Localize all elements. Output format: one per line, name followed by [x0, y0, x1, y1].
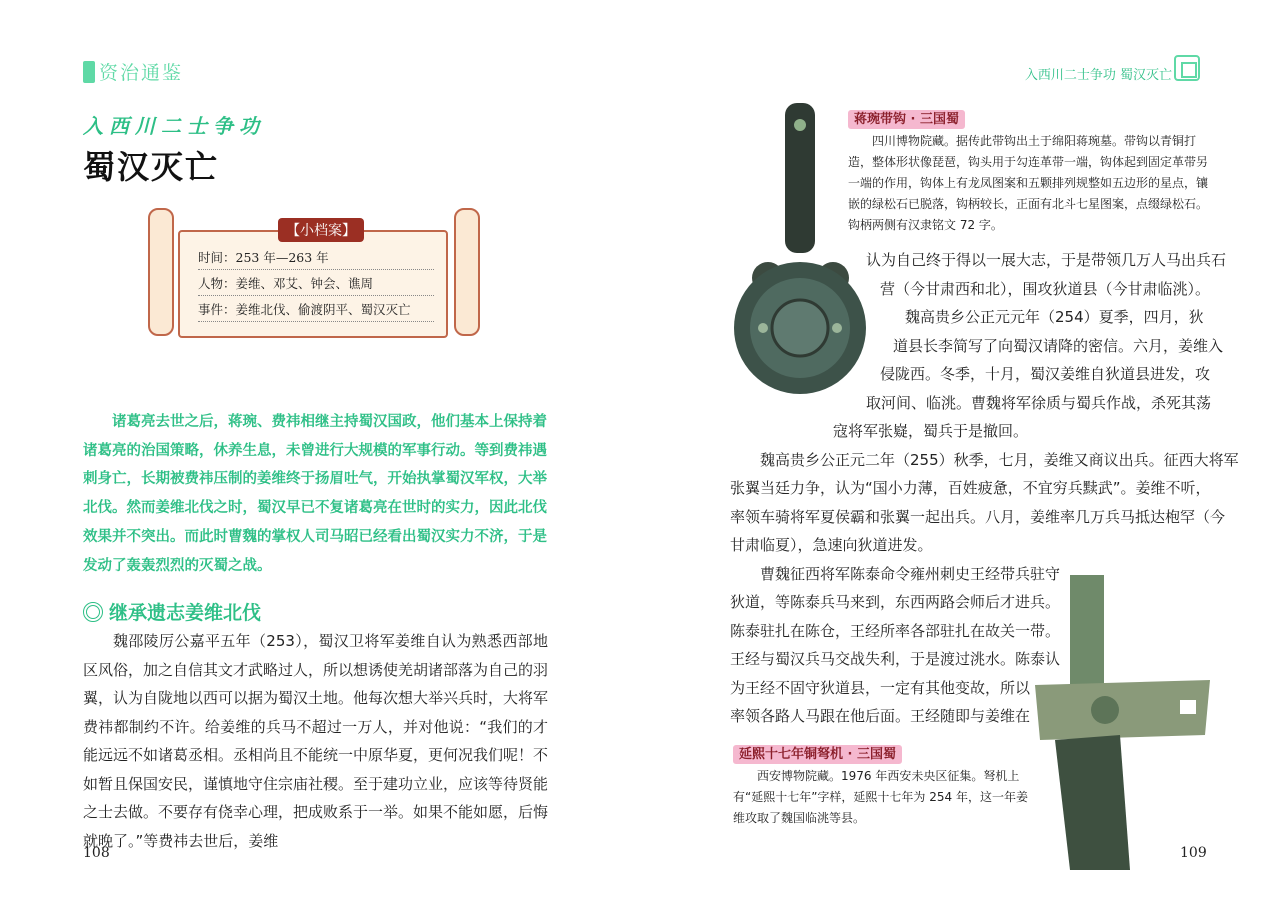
- archive-events: 事件：姜维北伐、偷渡阴平、蜀汉灭亡: [198, 300, 434, 322]
- book-title: 资治通鉴: [99, 62, 184, 84]
- text-line: 甘肃临夏），急速向狄道进发。: [730, 536, 933, 554]
- text-line: 曹魏征西将军陈泰命令雍州刺史王经带兵驻守: [760, 564, 1061, 583]
- caption1-text: 四川博物院藏。据传此带钩出土于绵阳蒋琬墓。带钩以青铜打造，整体形状像琵琶，钩头用于勾连革带一端，钩体起到固定革带另一端的作用，钩体上有龙凤图案和五颗排列规整如五边形的星点，镶嵌的绿松石已脱落，钩柄较长，正面有北斗七星图案，点缀绿松石。钩柄两侧有汉隶铭文 72 字。: [848, 134, 1209, 232]
- archive-tag: 【小档案】: [278, 218, 364, 242]
- page-number-right: 109: [1180, 845, 1207, 861]
- seal-icon: [83, 61, 95, 83]
- text-line: 营（今甘肃西和北），围攻狄道县（今甘肃临洮）。: [880, 279, 1211, 298]
- text-line: 寇将军张嶷，蜀兵于是撤回。: [833, 422, 1029, 440]
- text-line: 王经与蜀汉兵马交战失利，于是渡过洮水。陈泰认: [730, 650, 1061, 668]
- caption2-text: 西安博物院藏。1976 年西安未央区征集。弩机上有“延熙十七年”字样，延熙十七年为 254 年，这一年姜维攻取了魏国临洮等县。: [733, 769, 1028, 825]
- section-body: 魏邵陵厉公嘉平五年（253），蜀汉卫将军姜维自认为熟悉西部地区风俗，加之自信其文才武略过人，所以想诱使羌胡诸部落为自己的羽翼，认为自陇地以西可以据为蜀汉土地。他每次想大举兴兵时，大将军费祎都制约不许。给姜维的兵马不超过一万人，并对他说：“我们的才能远远不如诸葛丞相。丞相尚且不能统一中原华夏，更何况我们呢！不如暂且保国安民，谨慎地守住宗庙社稷。至于建功立业，应该等待贤能之士去做。不要存有侥幸心理，把成败系于一举。如果不能如愿，后悔就晚了。”等费祎去世后，姜维: [83, 632, 549, 850]
- text-line: 率领车骑将军夏侯霸和张翼一起出兵。八月，姜维率几万兵马抵达枹罕（今: [730, 507, 1226, 526]
- caption1-label: 蒋琬带钩 · 三国蜀: [848, 108, 965, 127]
- crossbow-trigger-image: [1030, 575, 1210, 870]
- text-line: 取河间、临洮。曹魏将军徐质与蜀兵作战，杀死其荡: [866, 393, 1212, 412]
- text-line: 陈泰驻扎在陈仓，王经所率各部驻扎在故关一带。: [730, 621, 1061, 640]
- chapter-subtitle: 入西川二士争功: [83, 114, 265, 138]
- text-line: 魏高贵乡公正元二年（255）秋季，七月，姜维又商议出兵。征西大将军: [760, 450, 1239, 469]
- text-line: 为王经不固守狄道县，一定有其他变故，所以: [730, 678, 1031, 697]
- intro-paragraph: 诸葛亮去世之后，蒋琬、费祎相继主持蜀汉国政，他们基本上保持着诸葛亮的治国策略，休养生息，未曾进行大规模的军事行动。等到费祎遇刺身亡，长期被费祎压制的姜维终于扬眉吐气，开始执掌蜀汉军权，大举北伐。然而姜维北伐之时，蜀汉早已不复诸葛亮在世时的实力，因此北伐效果并不突出。而此时曹魏的掌权人司马昭已经看出蜀汉实力不济，于是发动了轰轰烈烈的灭蜀之战。: [83, 414, 547, 574]
- archive-people: 人物：姜维、邓艾、钟会、谯周: [198, 274, 434, 296]
- caption2-label: 延熙十七年铜弩机 · 三国蜀: [733, 743, 902, 762]
- text-line: 侵陇西。冬季，十月，蜀汉姜维自狄道县进发，攻: [880, 365, 1211, 383]
- text-line: 认为自己终于得以一展大志，于是带领几万人马出兵石: [866, 251, 1227, 269]
- text-line: 狄道，等陈泰兵马来到，东西两路会师后才进兵。: [730, 593, 1061, 611]
- archive-time: 时间：253 年—263 年: [198, 248, 434, 270]
- book-logo: [83, 58, 183, 85]
- section-heading: 继承遗志姜维北伐: [83, 598, 261, 625]
- text-line: 率领各路人马跟在他后面。王经随即与姜维在: [730, 707, 1031, 725]
- running-head: 入西川二士争功 蜀汉灭亡: [1024, 68, 1172, 83]
- knot-ornament-icon: [1174, 55, 1200, 81]
- text-line: 魏高贵乡公正元元年（254）夏季，四月，狄: [905, 308, 1204, 326]
- text-line: 张翼当廷力争，认为“国小力薄，百姓疲惫，不宜穷兵黩武”。姜维不听，: [730, 479, 1211, 497]
- text-line: 道县长李简写了向蜀汉请降的密信。六月，姜维入: [893, 336, 1224, 355]
- chapter-title: 蜀汉灭亡: [83, 148, 220, 186]
- page-number-left: 108: [83, 845, 110, 861]
